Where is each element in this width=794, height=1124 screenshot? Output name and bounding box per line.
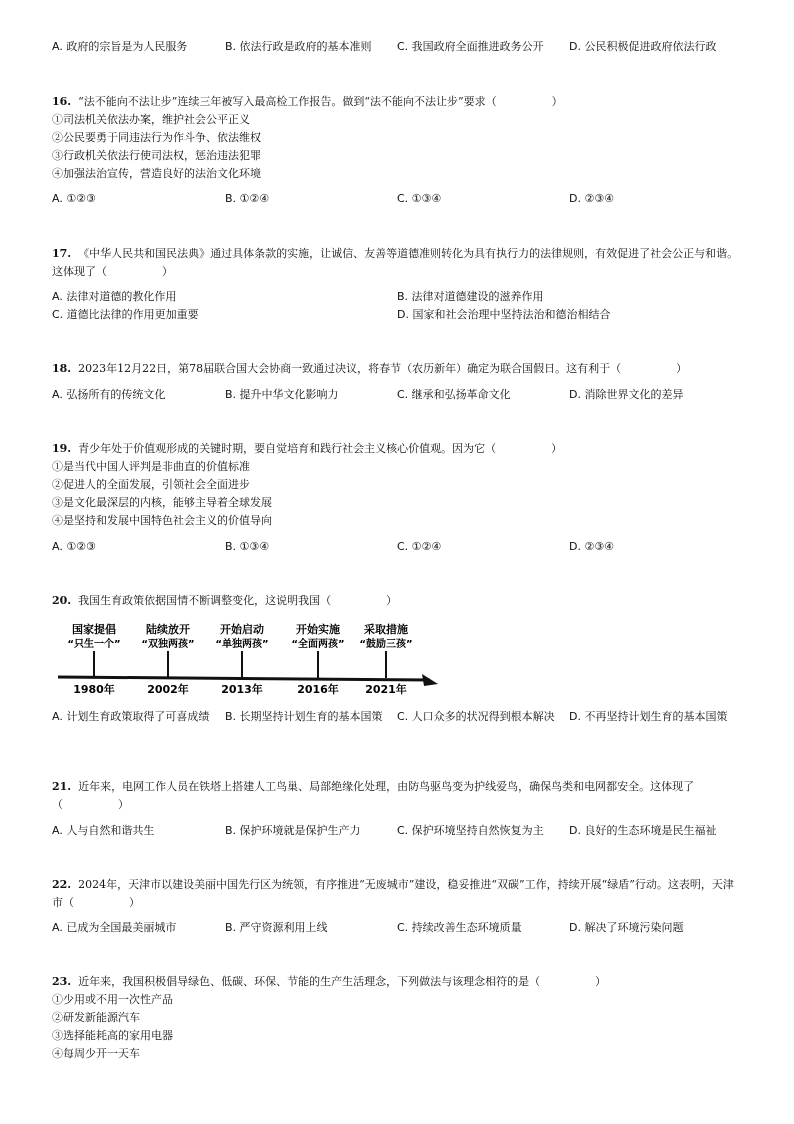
q19-option-d[interactable]: D. ②③④ (569, 540, 615, 553)
q23-statement-2: ②研发新能源汽车 (52, 1011, 140, 1024)
timeline-item-top-label: 采取措施 (364, 623, 408, 636)
q19-text: 青少年处于价值观形成的关键时期，要自觉培育和践行社会主义核心价值观。因为它（ ） (78, 442, 563, 455)
timeline-axis (58, 677, 430, 680)
timeline-item-bottom-label: “只生一个” (67, 639, 121, 650)
q20-number: 20. (52, 594, 72, 607)
q15-option-a[interactable]: A. 政府的宗旨是为人民服务 (52, 40, 188, 53)
q18-option-b[interactable]: B. 提升中华文化影响力 (225, 388, 339, 401)
timeline-item (141, 622, 194, 696)
q16-statement-2: ②公民要勇于同违法行为作斗争、依法维权 (52, 131, 261, 144)
q22-stem (52, 876, 742, 912)
q16-option-d[interactable]: D. ②③④ (569, 192, 615, 205)
q21-number: 21. (52, 780, 72, 793)
timeline-item-top-label: 陆续放开 (146, 623, 190, 636)
timeline-item-bottom-label: “双独两孩” (141, 639, 195, 650)
timeline-year-label: 1980年 (73, 683, 115, 696)
q22-option-a[interactable]: A. 已成为全国最美丽城市 (52, 921, 177, 934)
timeline-item-top-label: 国家提倡 (72, 623, 116, 636)
q22-option-b[interactable]: B. 严守资源利用上线 (225, 921, 328, 934)
timeline-item (215, 622, 268, 696)
timeline-year-label: 2002年 (147, 683, 189, 696)
timeline-item (359, 622, 412, 696)
timeline-arrow-icon (422, 674, 438, 686)
q19-option-a[interactable]: A. ①②③ (52, 540, 96, 553)
q23-statement-1: ①少用或不用一次性产品 (52, 993, 173, 1006)
q16-statement-4: ④加强法治宣传，营造良好的法治文化环境 (52, 167, 261, 180)
q21-stem (52, 778, 742, 814)
timeline-item-bottom-label: “单独两孩” (215, 639, 269, 650)
q17-option-c[interactable]: C. 道德比法律的作用更加重要 (52, 308, 199, 321)
q17-number: 17. (52, 247, 72, 260)
q19-option-b[interactable]: B. ①③④ (225, 540, 270, 553)
q17-option-a[interactable]: A. 法律对道德的教化作用 (52, 290, 177, 303)
timeline-item-bottom-label: “全面两孩” (291, 639, 345, 650)
q16-option-b[interactable]: B. ①②④ (225, 192, 270, 205)
q15-option-d[interactable]: D. 公民积极促进政府依法行政 (569, 40, 717, 53)
timeline-year-label: 2013年 (221, 683, 263, 696)
timeline-year-label: 2021年 (365, 683, 407, 696)
timeline-item-bottom-label: “鼓励三孩” (359, 639, 413, 650)
q20-option-d[interactable]: D. 不再坚持计划生育的基本国策 (569, 710, 728, 723)
q20-text: 我国生育政策依据国情不断调整变化，这说明我国（ ） (78, 594, 398, 607)
q20-option-a[interactable]: A. 计划生育政策取得了可喜成绩 (52, 710, 210, 723)
q18-number: 18. (52, 362, 72, 375)
q22-option-d[interactable]: D. 解决了环境污染问题 (569, 921, 684, 934)
q19-number: 19. (52, 442, 72, 455)
timeline-item-top-label: 开始实施 (296, 623, 340, 636)
timeline-item (67, 622, 120, 696)
q19-option-c[interactable]: C. ①②④ (397, 540, 442, 553)
q20-option-c[interactable]: C. 人口众多的状况得到根本解决 (397, 710, 555, 723)
q17-stem (52, 245, 742, 281)
q16-option-a[interactable]: A. ①②③ (52, 192, 96, 205)
q23-statement-4: ④每周少开一天车 (52, 1047, 140, 1060)
q18-option-d[interactable]: D. 消除世界文化的差异 (569, 388, 684, 401)
q16-option-c[interactable]: C. ①③④ (397, 192, 442, 205)
q23-text: 近年来，我国积极倡导绿色、低碳、环保、节能的生产生活理念，下列做法与该理念相符的是（ ） (78, 975, 607, 988)
q22-text: 2024年，天津市以建设美丽中国先行区为统领，有序推进“无废城市”建设，稳妥推进“双碳”工作，持续开展“绿盾”行动。这表明，天津市（ ） (52, 878, 734, 909)
q16-stem (52, 93, 742, 111)
q21-text: 近年来，电网工作人员在铁塔上搭建人工鸟巢、局部绝缘化处理，由防鸟驱鸟变为护线爱鸟，确保鸟类和电网都安全。这体现了（ ） (52, 780, 695, 811)
q19-statement-4: ④是坚持和发展中国特色社会主义的价值导向 (52, 514, 272, 527)
timeline-year-label: 2016年 (297, 683, 339, 696)
q19-statement-1: ①是当代中国人评判是非曲直的价值标准 (52, 460, 250, 473)
q16-text: “法不能向不法让步”连续三年被写入最高检工作报告。做到“法不能向不法让步”要求（ ） (78, 95, 563, 108)
q18-option-a[interactable]: A. 弘扬所有的传统文化 (52, 388, 166, 401)
q15-option-b[interactable]: B. 依法行政是政府的基本准则 (225, 40, 372, 53)
timeline-item (291, 622, 344, 696)
q23-number: 23. (52, 975, 72, 988)
q19-statement-3: ③是文化最深层的内核，能够主导着全球发展 (52, 496, 272, 509)
q17-option-d[interactable]: D. 国家和社会治理中坚持法治和德治相结合 (397, 308, 611, 321)
q19-stem (52, 440, 742, 458)
q18-option-c[interactable]: C. 继承和弘扬革命文化 (397, 388, 511, 401)
q21-option-d[interactable]: D. 良好的生态环境是民生福祉 (569, 824, 717, 837)
q21-option-c[interactable]: C. 保护环境坚持自然恢复为主 (397, 824, 544, 837)
q21-option-b[interactable]: B. 保护环境就是保护生产力 (225, 824, 361, 837)
q19-statement-2: ②促进人的全面发展，引领社会全面进步 (52, 478, 250, 491)
q22-number: 22. (52, 878, 72, 891)
q16-statement-3: ③行政机关依法行使司法权，惩治违法犯罪 (52, 149, 261, 162)
q17-text: 《中华人民共和国民法典》通过具体条款的实施，让诚信、友善等道德准则转化为具有执行力的法律规则，有效促进了社会公正与和谐。这体现了（ ） (52, 247, 739, 278)
q22-option-c[interactable]: C. 持续改善生态环境质量 (397, 921, 522, 934)
q20-option-b[interactable]: B. 长期坚持计划生育的基本国策 (225, 710, 383, 723)
q16-number: 16. (52, 95, 72, 108)
q15-option-c[interactable]: C. 我国政府全面推进政务公开 (397, 40, 544, 53)
q18-stem (52, 360, 742, 378)
q16-statement-1: ①司法机关依法办案，维护社会公平正义 (52, 113, 250, 126)
q18-text: 2023年12月22日，第78届联合国大会协商一致通过决议，将春节（农历新年）确定为联合国假日。这有利于（ ） (78, 362, 688, 375)
timeline-item-top-label: 开始启动 (220, 623, 264, 636)
birth-policy-timeline (52, 618, 452, 696)
q17-option-b[interactable]: B. 法律对道德建设的滋养作用 (397, 290, 544, 303)
q23-statement-3: ③选择能耗高的家用电器 (52, 1029, 173, 1042)
q23-stem (52, 973, 742, 991)
q20-stem (52, 592, 742, 610)
q21-option-a[interactable]: A. 人与自然和谐共生 (52, 824, 155, 837)
